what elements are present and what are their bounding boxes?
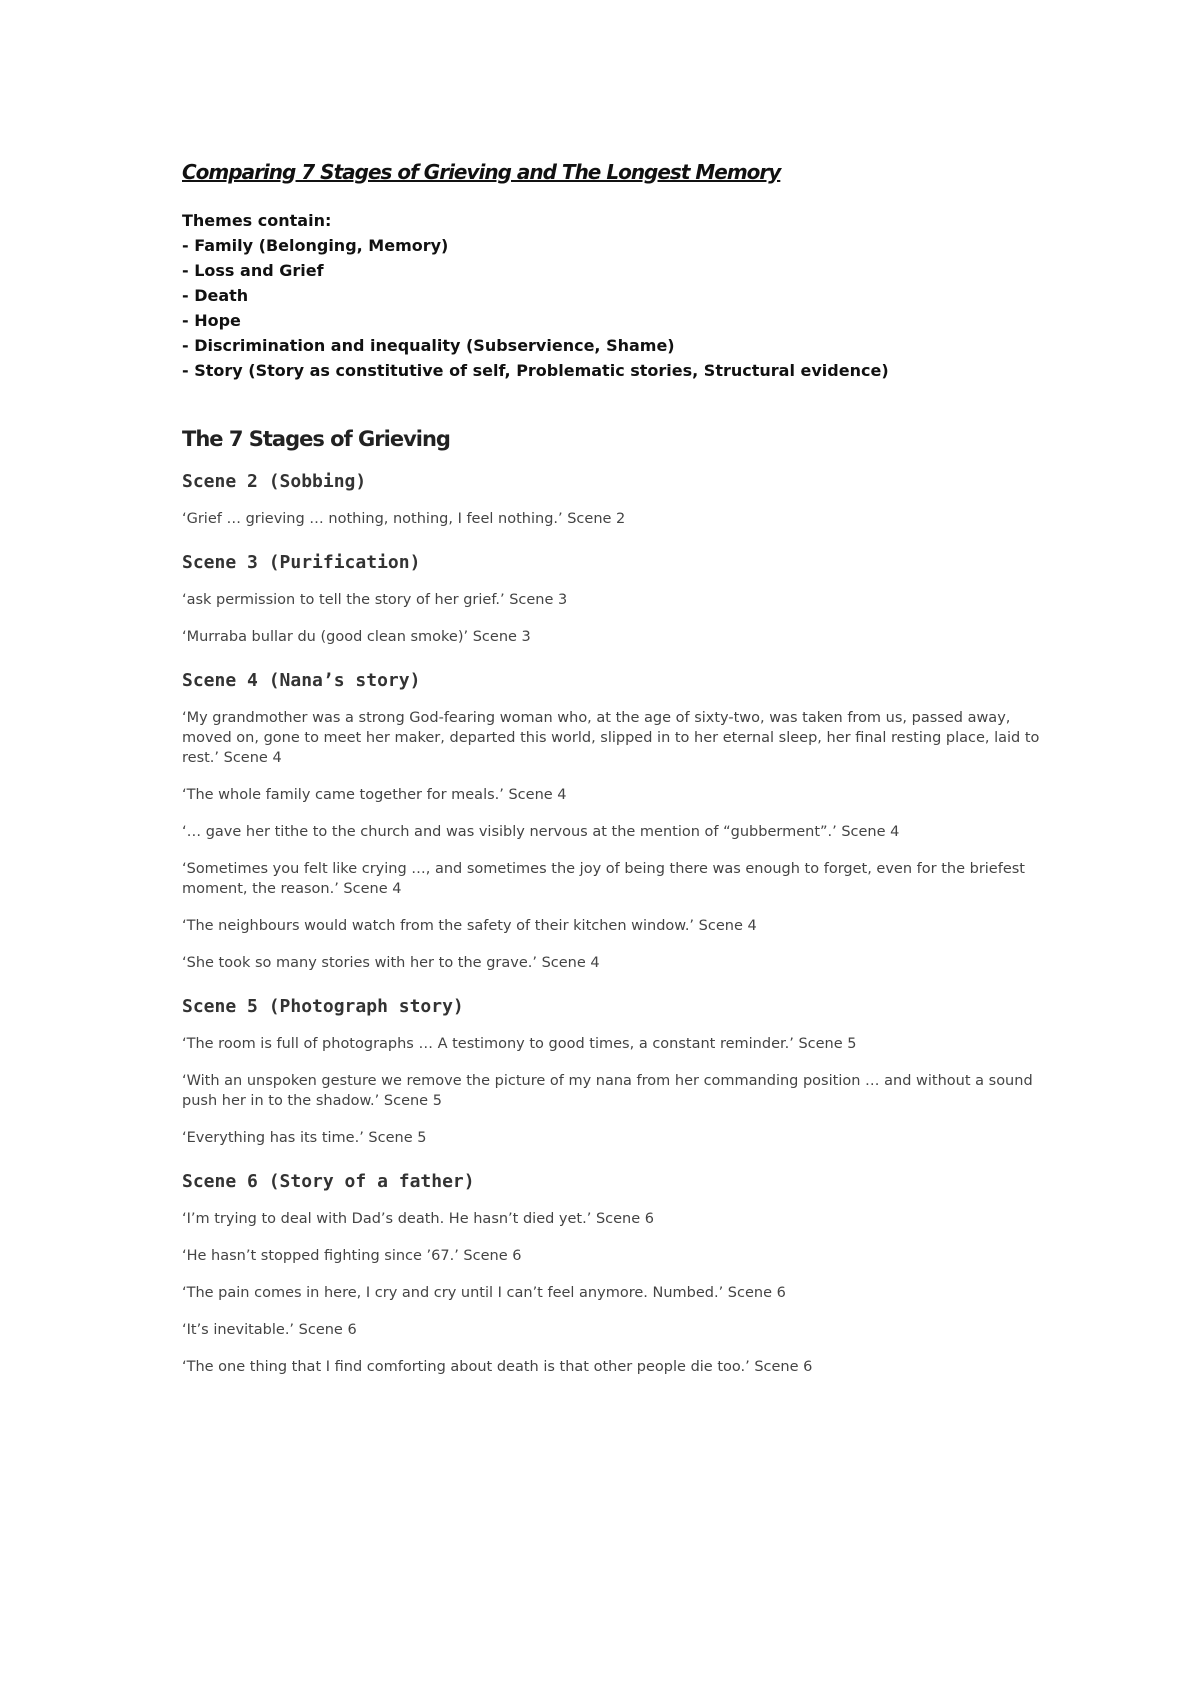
document-title: Comparing 7 Stages of Grieving and The Longest Memory	[182, 160, 781, 184]
theme-item: - Discrimination and inequality (Subservience, Shame)	[182, 336, 675, 355]
scene-quote: ‘Grief … grieving … nothing, nothing, I feel nothing.’ Scene 2	[182, 511, 626, 527]
scene-section	[182, 551, 1042, 647]
scene-quote: ‘ask permission to tell the story of her grief.’ Scene 3	[182, 592, 568, 608]
scene-quote: ‘With an unspoken gesture we remove the picture of my nana from her commanding position … and without a sound push her in to the shadow.’ Scene 5	[182, 1073, 1033, 1109]
scene-heading: Scene 5 (Photograph story)	[182, 996, 464, 1017]
theme-item: - Loss and Grief	[182, 261, 324, 280]
scene-section	[182, 669, 1042, 973]
scene-heading: Scene 4 (Nana’s story)	[182, 670, 421, 691]
scene-quote: ‘The pain comes in here, I cry and cry until I can’t feel anymore. Numbed.’ Scene 6	[182, 1285, 786, 1301]
themes-list	[182, 233, 1042, 383]
document-page	[182, 158, 1042, 1394]
themes-block	[182, 208, 1042, 383]
scene-quote: ‘He hasn’t stopped fighting since ’67.’ Scene 6	[182, 1248, 522, 1264]
scene-quote: ‘Everything has its time.’ Scene 5	[182, 1130, 427, 1146]
scene-quote: ‘… gave her tithe to the church and was visibly nervous at the mention of “gubberment”.’ Scene 4	[182, 824, 900, 840]
scene-quote: ‘I’m trying to deal with Dad’s death. He hasn’t died yet.’ Scene 6	[182, 1211, 654, 1227]
scene-section	[182, 1170, 1042, 1377]
theme-item: - Story (Story as constitutive of self, Problematic stories, Structural evidence)	[182, 361, 889, 380]
scenes-container	[182, 470, 1042, 1377]
section-title: The 7 Stages of Grieving	[182, 427, 450, 451]
scene-quote: ‘My grandmother was a strong God-fearing woman who, at the age of sixty-two, was taken from us, passed away, moved on, gone to meet her maker, departed this world, slipped in to her eternal sleep, her final resting place, laid to rest.’ Scene 4	[182, 710, 1040, 766]
scene-heading: Scene 2 (Sobbing)	[182, 471, 367, 492]
scene-quote: ‘Sometimes you felt like crying …, and sometimes the joy of being there was enough to forget, even for the briefest moment, the reason.’ Scene 4	[182, 861, 1025, 897]
scene-quote: ‘The neighbours would watch from the safety of their kitchen window.’ Scene 4	[182, 918, 757, 934]
theme-item: - Family (Belonging, Memory)	[182, 236, 449, 255]
scene-quote: ‘The one thing that I find comforting about death is that other people die too.’ Scene 6	[182, 1359, 813, 1375]
scene-quote: ‘The room is full of photographs … A testimony to good times, a constant reminder.’ Scene 5	[182, 1036, 857, 1052]
scene-quote: ‘Murraba bullar du (good clean smoke)’ Scene 3	[182, 629, 531, 645]
scene-section	[182, 995, 1042, 1148]
scene-section	[182, 470, 1042, 529]
scene-heading: Scene 3 (Purification)	[182, 552, 421, 573]
theme-item: - Hope	[182, 311, 241, 330]
scene-heading: Scene 6 (Story of a father)	[182, 1171, 475, 1192]
themes-heading: Themes contain:	[182, 211, 332, 230]
scene-quote: ‘It’s inevitable.’ Scene 6	[182, 1322, 357, 1338]
scene-quote: ‘The whole family came together for meals.’ Scene 4	[182, 787, 567, 803]
theme-item: - Death	[182, 286, 249, 305]
scene-quote: ‘She took so many stories with her to the grave.’ Scene 4	[182, 955, 600, 971]
